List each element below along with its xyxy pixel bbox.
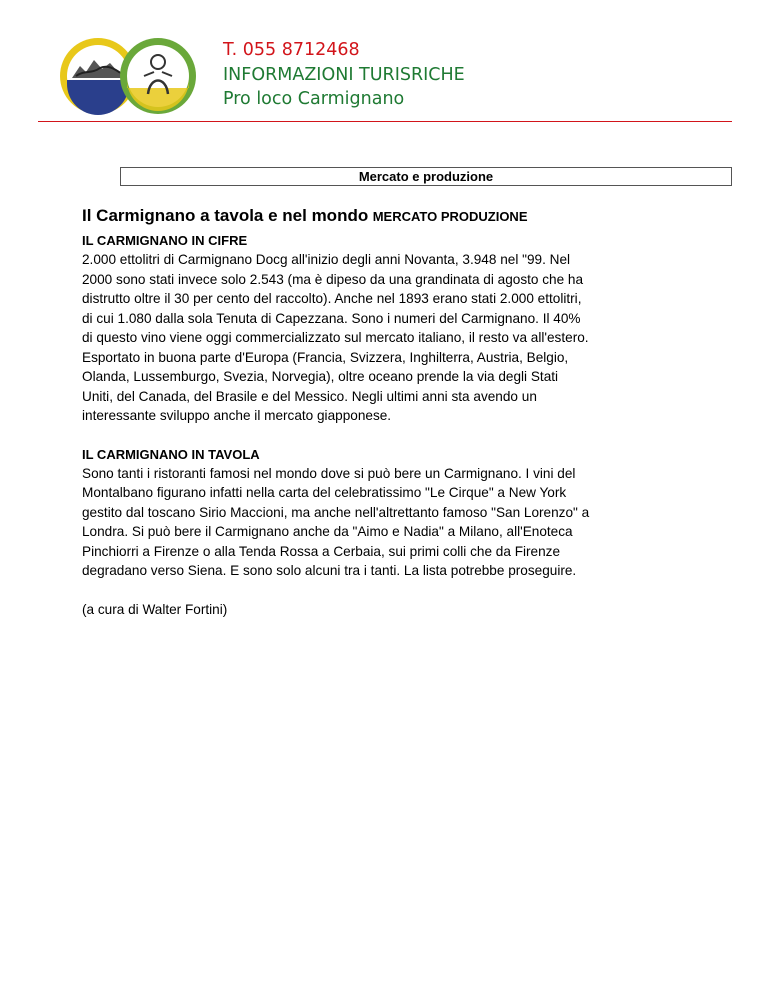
section-cifre — [82, 231, 692, 426]
text-line: Sono tanti i ristoranti famosi nel mondo dove si può bere un Carmignano. I vini del — [82, 465, 576, 481]
text-line: Montalbano figurano infatti nella carta del celebratissimo "Le Cirque" a New York — [82, 485, 567, 500]
tourist-info-label: INFORMAZIONI TURISRICHE — [223, 64, 465, 85]
logo-emblem-right — [120, 38, 196, 114]
text-line: distrutto oltre il 30 per cento del raccolto). Anche nel 1893 erano stati 2.000 ettolitri, — [82, 291, 582, 306]
article — [82, 202, 692, 619]
section-heading: IL CARMIGNANO IN CIFRE — [82, 233, 248, 248]
text-line: Esportato in buona parte d'Europa (Francia, Svizzera, Inghilterra, Austria, Belgio, — [82, 349, 569, 365]
header-divider — [38, 121, 732, 122]
text-line: di questo vino viene oggi commercializzato sul mercato italiano, il resto va all'estero. — [82, 330, 589, 345]
section-title-box: Mercato e produzione — [120, 167, 732, 186]
article-title: Il Carmignano a tavola e nel mondo — [82, 206, 369, 225]
text-line: Pinchiorri a Firenze o alla Tenda Rossa a Cerbaia, sui primi colli che da Firenze — [82, 543, 561, 559]
contact-block — [223, 38, 465, 112]
text-line: interessante sviluppo anche il mercato giapponese. — [82, 408, 392, 423]
article-tag: MERCATO PRODUZIONE — [372, 209, 528, 224]
text-line: 2.000 ettolitri di Carmignano Docg all'inizio degli anni Novanta, 3.948 nel "99. Nel — [82, 252, 571, 267]
text-line: degradano verso Siena. E sono solo alcuni tra i tanti. La lista potrebbe proseguire. — [82, 563, 577, 578]
section-paragraph — [82, 464, 692, 581]
section-tavola — [82, 445, 692, 581]
organization-name: Pro loco Carmignano — [223, 89, 405, 109]
section-paragraph — [82, 250, 692, 426]
text-line: di cui 1.080 dalla sola Tenuta di Capezzana. Sono i numeri del Carmignano. Il 40% — [82, 310, 581, 326]
text-line: Londra. Si può bere il Carmignano anche da "Aimo e Nadia" a Milano, all'Enoteca — [82, 524, 573, 539]
article-credit: (a cura di Walter Fortini) — [82, 601, 228, 617]
pro-loco-logo — [58, 36, 198, 116]
section-heading: IL CARMIGNANO IN TAVOLA — [82, 446, 260, 462]
article-headline — [82, 202, 692, 231]
text-line: Uniti, del Canada, del Brasile e del Messico. Negli ultimi anni sta avendo un — [82, 388, 537, 404]
text-line: 2000 sono stati invece solo 2.543 (ma è dipeso da una grandinata di agosto che ha — [82, 271, 584, 287]
text-line: gestito dal toscano Sirio Maccioni, ma anche nell'altrettanto famoso "San Lorenzo" a — [82, 504, 590, 520]
text-line: Olanda, Lussemburgo, Svezia, Norvegia), oltre oceano prende la via degli Stati — [82, 369, 559, 384]
phone-number: T. 055 8712468 — [223, 40, 360, 60]
